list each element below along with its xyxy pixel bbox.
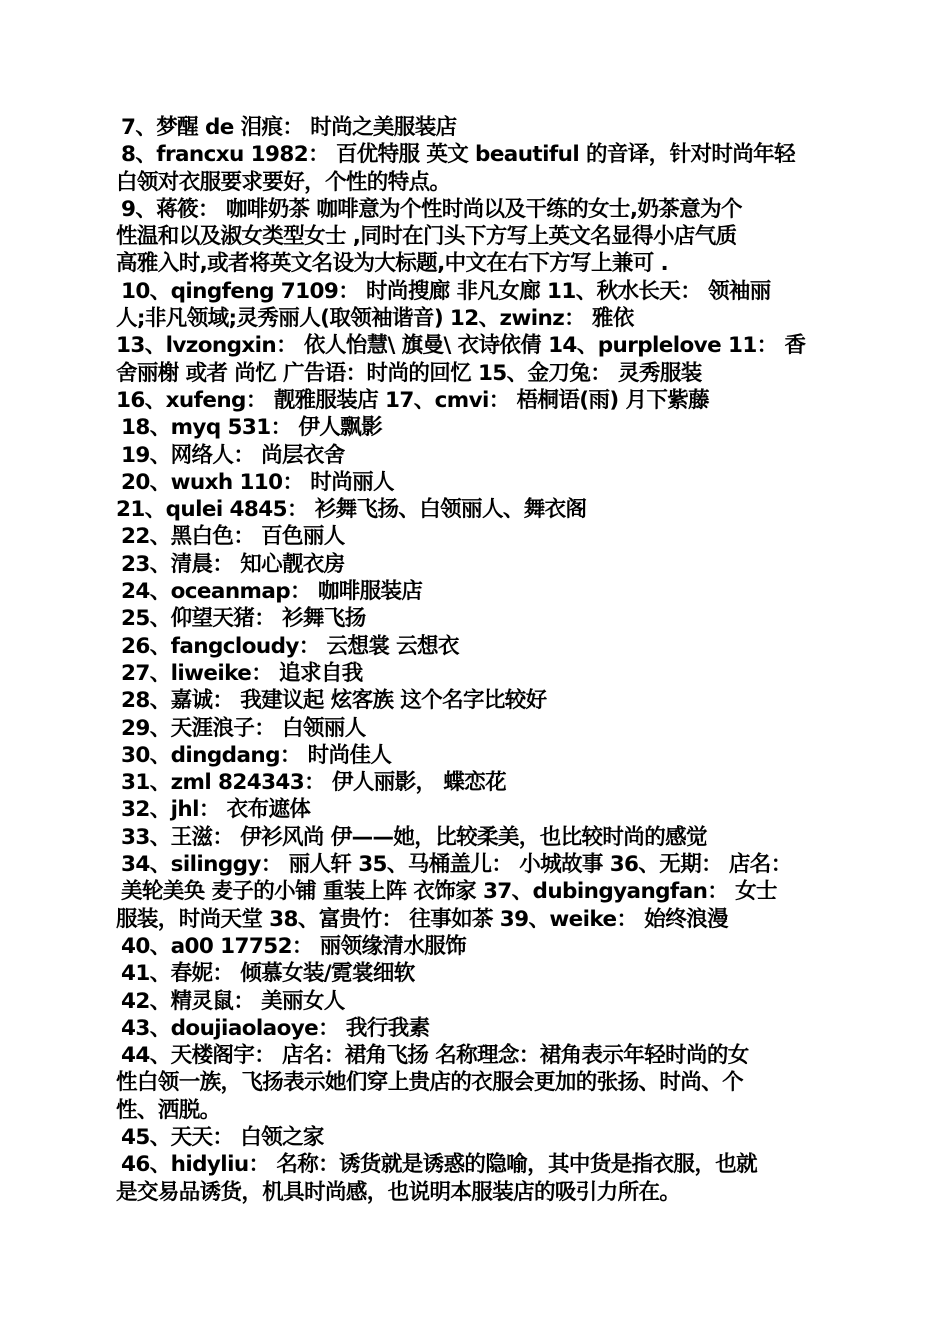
text-line: 32、jhl： 衣布遮体	[121, 797, 311, 823]
text-line: 34、silinggy： 丽人轩 35、马桶盖儿： 小城故事 36、无期： 店名：	[121, 852, 792, 878]
text-line: 46、hidyliu： 名称：诱货就是诱惑的隐喻，其中货是指衣服，也就	[121, 1152, 758, 1178]
text-line: 9、蒋筱： 咖啡奶茶 咖啡意为个性时尚以及干练的女士,奶茶意为个	[121, 196, 742, 222]
text-line: 40、a00 17752： 丽领缘清水服饰	[121, 933, 467, 959]
text-line: 13、lvzongxin： 依人怡慧\ 旗曼\ 衣诗依倩 14、purplelove 11： 香	[116, 333, 806, 359]
text-line: 21、qulei 4845： 衫舞飞扬、白领丽人、舞衣阁	[116, 497, 587, 523]
text-line: 美轮美奂 麦子的小铺 重装上阵 衣饰家 37、dubingyangfan： 女士	[121, 879, 777, 905]
text-line: 16、xufeng： 靓雅服装店 17、cmvi： 梧桐语(雨) 月下紫藤	[116, 387, 710, 413]
text-line: 8、francxu 1982： 百优特服 英文 beautiful 的音译，针对时尚年轻	[121, 142, 795, 168]
text-line: 22、黑白色： 百色丽人	[121, 524, 345, 550]
text-line: 42、精灵鼠： 美丽女人	[121, 988, 345, 1014]
text-line: 10、qingfeng 7109： 时尚搜廊 非凡女廊 11、秋水长天： 领袖丽	[121, 278, 771, 304]
text-line: 23、清晨： 知心靓衣房	[121, 551, 345, 577]
text-line: 人;非凡领域;灵秀丽人(取领袖谐音) 12、zwinz： 雅依	[116, 306, 634, 332]
text-line: 白领对衣服要求要好，个性的特点。	[116, 169, 451, 195]
text-line: 44、天楼阁宇： 店名：裙角飞扬 名称理念：裙角表示年轻时尚的女	[121, 1043, 749, 1069]
text-line: 45、天天： 白领之家	[121, 1124, 324, 1150]
text-line: 性、洒脱。	[116, 1097, 221, 1123]
text-line: 31、zml 824343： 伊人丽影， 蝶恋花	[121, 770, 507, 796]
text-line: 25、仰望天猪： 衫舞飞扬	[121, 606, 366, 632]
text-line: 服装，时尚天堂 38、富贵竹： 往事如茶 39、weike： 始终浪漫	[116, 906, 728, 932]
text-line: 24、oceanmap： 咖啡服装店	[121, 579, 423, 605]
text-line: 性白领一族，飞扬表示她们穿上贵店的衣服会更加的张扬、时尚、个	[116, 1070, 744, 1096]
text-line: 7、梦醒 de 泪痕： 时尚之美服装店	[121, 115, 457, 140]
text-line: 30、dingdang： 时尚佳人	[121, 742, 392, 768]
document-body	[116, 114, 834, 1206]
text-line: 26、fangcloudy： 云想裳 云想衣	[121, 633, 459, 659]
text-line: 41、春妮： 倾慕女装/霓裳细软	[121, 961, 415, 987]
text-line: 高雅入时,或者将英文名设为大标题,中文在右下方写上兼可 .	[116, 251, 669, 277]
text-line: 33、王滋： 伊衫风尚 伊——她，比较柔美，也比较时尚的感觉	[121, 824, 707, 850]
text-line: 舍丽榭 或者 尚忆 广告语：时尚的回忆 15、金刀兔： 灵秀服装	[116, 360, 702, 386]
text-line: 18、myq 531： 伊人飘影	[121, 415, 382, 441]
text-line: 28、嘉诚： 我建议起 炫客族 这个名字比较好	[121, 688, 547, 714]
text-line: 29、天涯浪子： 白领丽人	[121, 715, 366, 741]
text-line: 是交易品诱货，机具时尚感，也说明本服装店的吸引力所在。	[116, 1179, 681, 1205]
text-line: 性温和以及淑女类型女士 ,同时在门头下方写上英文名显得小店气质	[116, 224, 737, 250]
text-line: 19、网络人： 尚层衣舍	[121, 442, 345, 468]
text-line: 27、liweike： 追求自我	[121, 660, 363, 686]
text-line: 43、doujiaolaoye： 我行我素	[121, 1015, 430, 1041]
text-line: 20、wuxh 110： 时尚丽人	[121, 469, 394, 495]
